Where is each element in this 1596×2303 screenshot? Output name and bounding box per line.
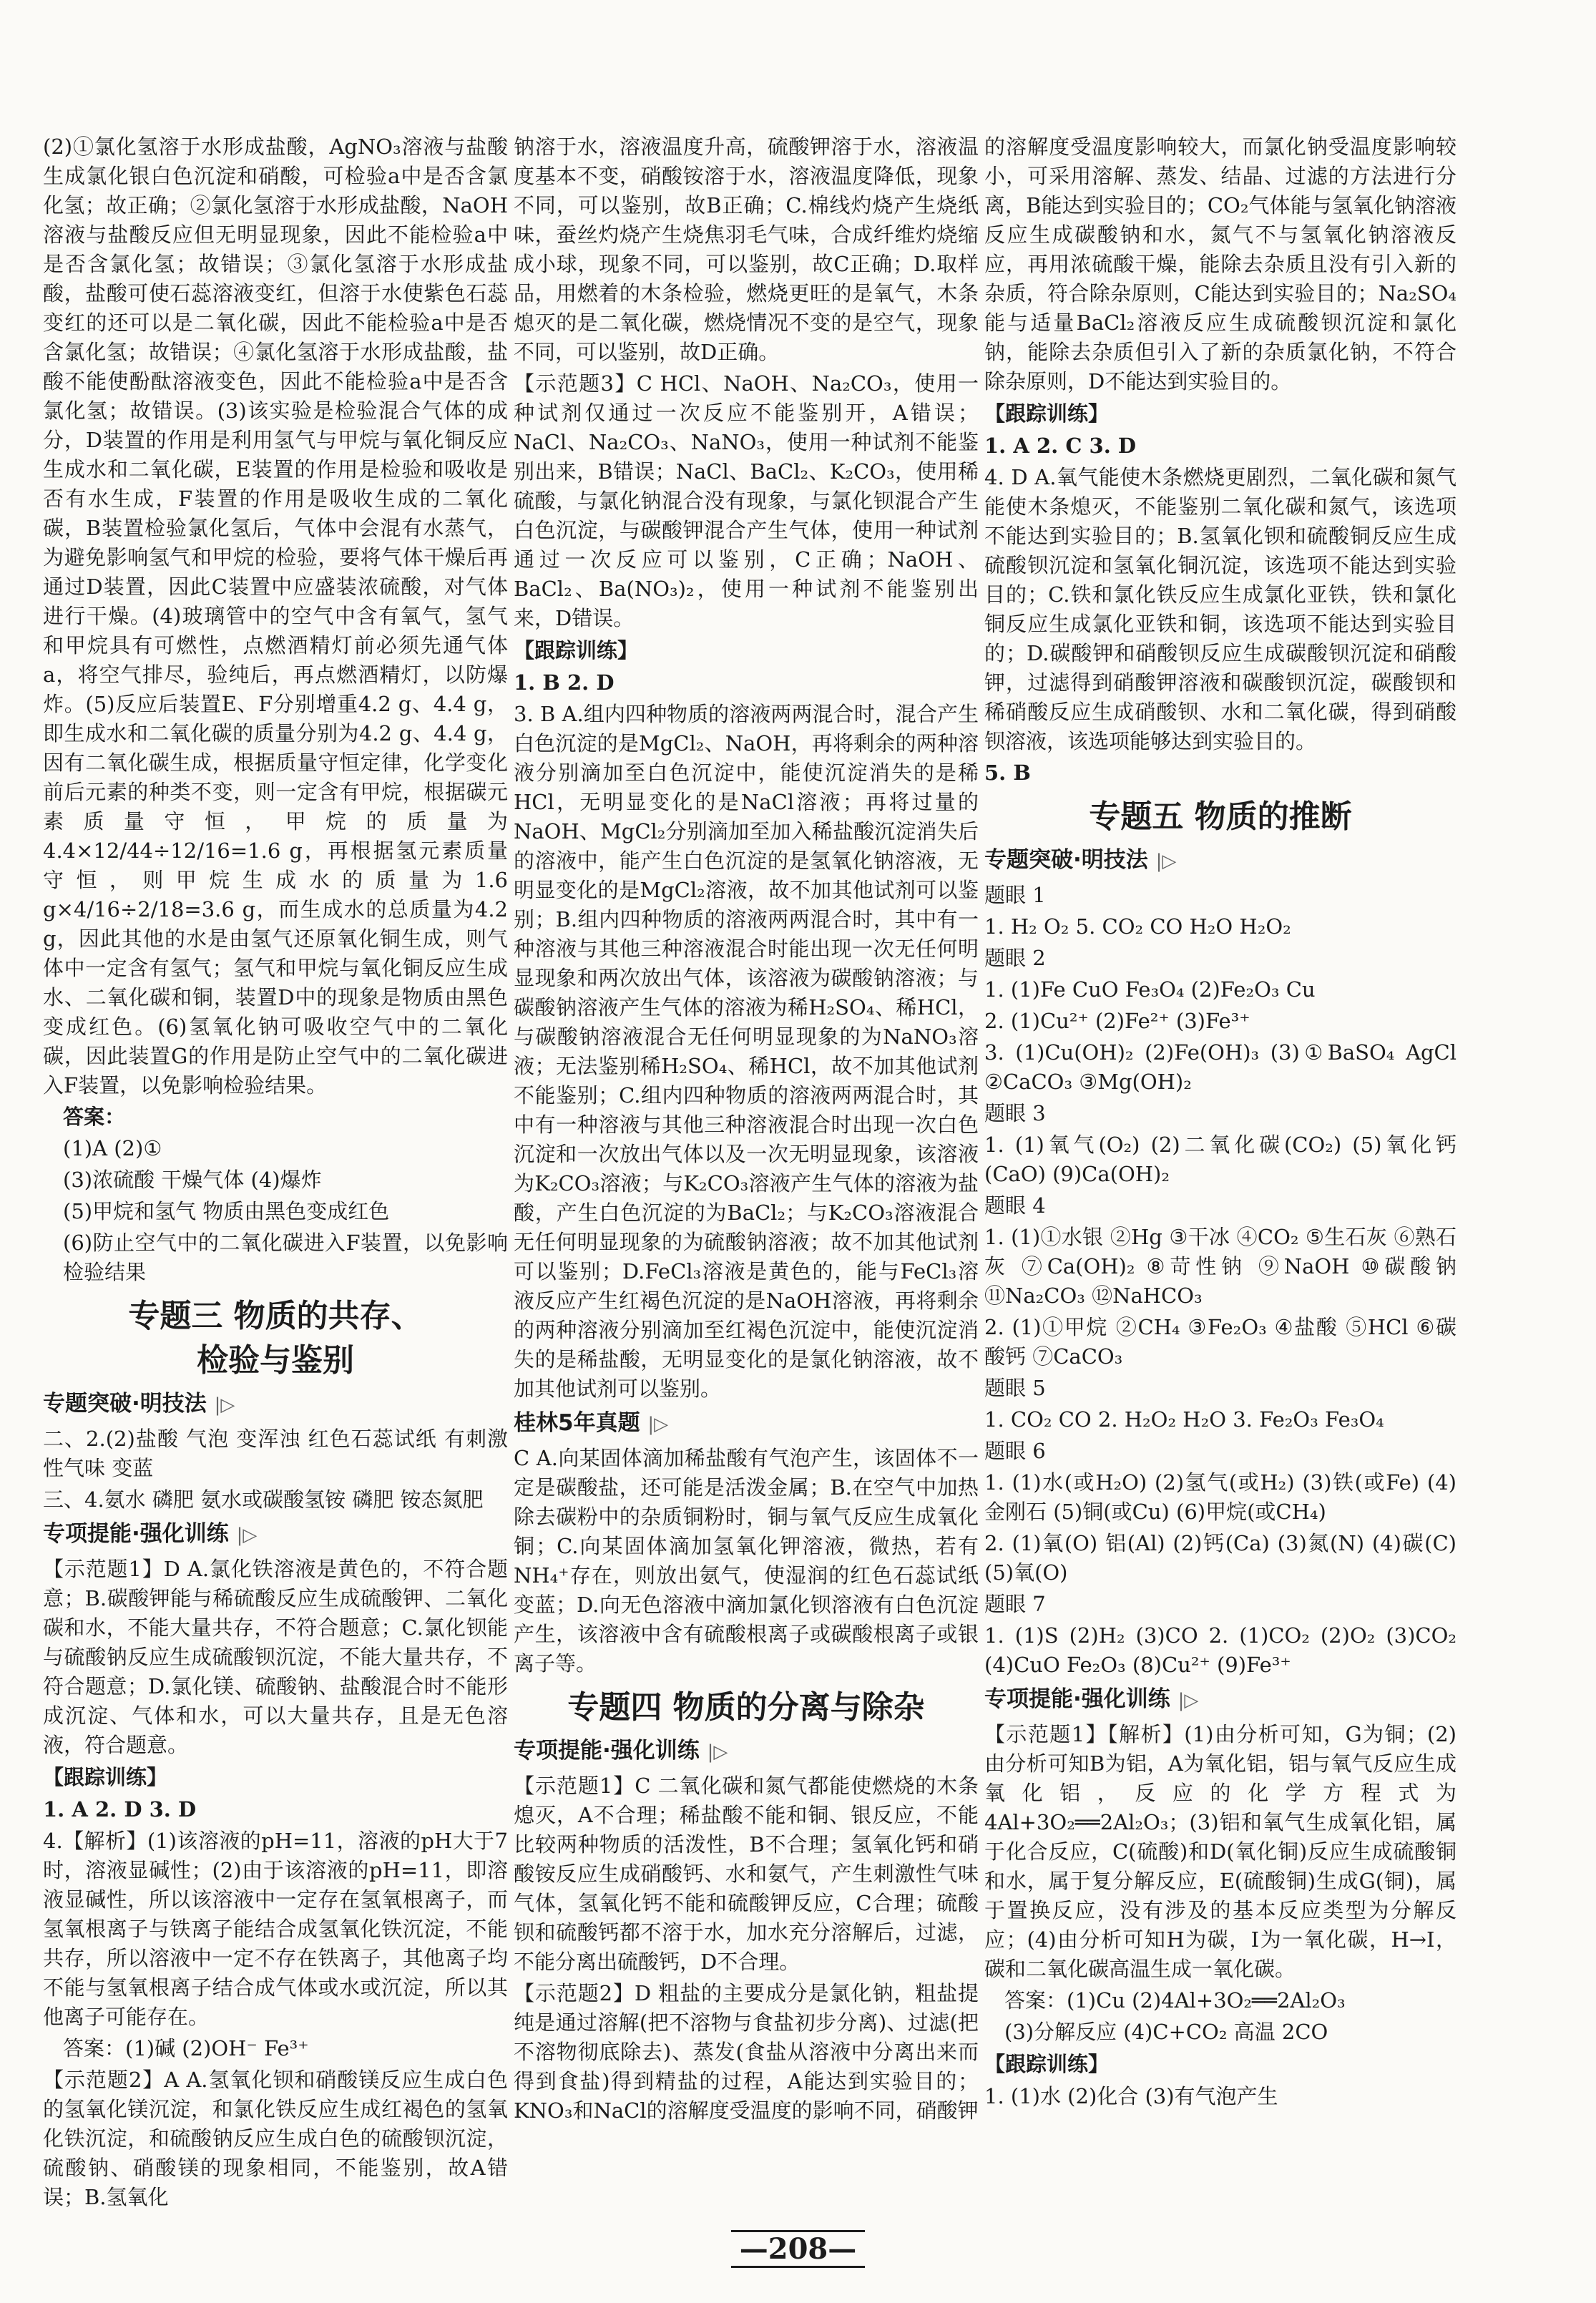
clue-heading: 题眼 6 [984, 1439, 1046, 1463]
clue-heading: 题眼 3 [984, 1101, 1046, 1125]
section-heading: 专项提能·强化训练 |▷ [514, 1738, 728, 1764]
clue-heading: 题眼 2 [984, 946, 1046, 970]
tracking-heading: 【跟踪训练】 [984, 2052, 1110, 2076]
section-heading: 专题突破·明技法 |▷ [43, 1391, 235, 1417]
clue-answer: 2. (1)氧(O) 铝(Al) (2)钙(Ca) (3)氮(N) (4)碳(C) (5)氧(O) [984, 1531, 1457, 1585]
example-1: 【示范题1】D A.氯化铁溶液是黄色的，不符合题意；B.碳酸钾能与稀硫酸反应生成硫酸钾、二氧化碳和水，不能大量共存，不符合题意；C.氯化钡能与硫酸钠反应生成硫酸钡沉淀，不能大量共存，不符合题意；D.氯化镁、硫酸钠、盐酸混合时不能形成沉淀、气体和水，可以大量共存，且是无色溶液，符合题意。 [43, 1557, 508, 1757]
question-4: 4.【解析】(1)该溶液的pH=11，溶液的pH大于7时，溶液显碱性；(2)由于该溶液的pH=11，即溶液显碱性，所以该溶液中一定存在氢氧根离子，而氢氧根离子与铁离子能结合成氢氧化铁沉淀，不能共存，所以溶液中一定不存在铁离子，其他离子均不能与氢氧根离子结合成气体或水或沉淀，所以其他离子可能存在。 [43, 1829, 508, 2029]
tracking-heading: 【跟踪训练】 [43, 1765, 168, 1789]
example-3: 【示范题3】C HCl、NaOH、Na₂CO₃，使用一种试剂仅通过一次反应不能鉴别开，A错误；NaCl、Na₂CO₃、NaNO₃，使用一种试剂不能鉴别出来，B错误；NaCl、BaCl₂、K₂CO₃，使用稀硫酸，与氯化钠混合没有现象，与氯化钡混合产生白色沉淀，与碳酸钾混合产生气体，使用一种试剂通过一次反应可以鉴别，C正确；NaOH、BaCl₂、Ba(NO₃)₂，使用一种试剂不能鉴别出来，D错误。 [514, 371, 979, 630]
topic-4-title: 专题四 物质的分离与除杂 [567, 1689, 925, 1726]
example-1: 【示范题1】C 二氧化碳和氮气都能使燃烧的木条熄灭，A不合理；稀盐酸不能和铜、银反应，不能比较两种物质的活泼性，B不合理；氢氧化钙和硝酸铵反应生成硝酸钙、水和氨气，产生刺激性气味气体，氢氧化钙不能和硫酸钾反应，C合理；硫酸钡和硫酸钙都不溶于水，加水充分溶解后，过滤，不能分离出硫酸钙，D不合理。 [514, 1774, 979, 1974]
tracking-heading: 【跟踪训练】 [984, 401, 1110, 426]
clue-answer: 1. (1)S (2)H₂ (3)CO 2. (1)CO₂ (2)O₂ (3)CO₂ (4)CuO Fe₂O₃ (8)Cu²⁺ (9)Fe³⁺ [984, 1623, 1457, 1677]
clue-heading: 题眼 5 [984, 1376, 1046, 1400]
answer-line: 答案：(1)Cu (2)4Al+3O₂══2Al₂O₃ [1004, 1988, 1346, 2013]
tracking-answers: 1. B 2. D [514, 670, 615, 695]
column-right [984, 132, 1457, 2113]
clue-heading: 题眼 7 [984, 1592, 1046, 1616]
column-left [43, 132, 508, 2214]
page-number: —208— [0, 2232, 1596, 2266]
clue-answer: 1. (1)水(或H₂O) (2)氢气(或H₂) (3)铁(或Fe) (4)金刚石 (5)铜(或Cu) (6)甲烷(或CH₄) [984, 1470, 1457, 1524]
clue-answer: 2. (1)Cu²⁺ (2)Fe²⁺ (3)Fe³⁺ [984, 1009, 1250, 1033]
topic-5-title: 专题五 物质的推断 [1089, 798, 1352, 835]
topic-3-title: 专题三 物质的共存、 检验与鉴别 [128, 1298, 423, 1379]
paragraph: 二、2.(2)盐酸 气泡 变浑浊 红色石蕊试纸 有刺激性气味 变蓝 [43, 1427, 508, 1480]
paragraph: 的溶解度受温度影响较大，而氯化钠受温度影响较小，可采用溶解、蒸发、结晶、过滤的方法进行分离，B能达到实验目的；CO₂气体能与氢氧化钠溶液反应生成碳酸钠和水，氮气不与氢氧化钠溶液反应，再用浓硫酸干燥，能除去杂质且没有引入新的杂质，符合除杂原则，C能达到实验目的；Na₂SO₄能与适量BaCl₂溶液反应生成硫酸钡沉淀和氯化钠，能除去杂质但引入了新的杂质氯化钠，不符合除杂原则，D不能达到实验目的。 [984, 135, 1457, 393]
section-heading: 专题突破·明技法 |▷ [984, 847, 1177, 873]
clue-heading: 题眼 1 [984, 883, 1046, 907]
clue-answer: 2. (1)①甲烷 ②CH₄ ③Fe₂O₃ ④盐酸 ⑤HCl ⑥碳酸钙 ⑦CaCO₃ [984, 1315, 1457, 1369]
tracking-heading: 【跟踪训练】 [514, 638, 639, 662]
question-3: 3. B A.组内四种物质的溶液两两混合时，混合产生白色沉淀的是MgCl₂、NaOH，再将剩余的两种溶液分别滴加至白色沉淀中，能使沉淀消失的是稀HCl，无明显变化的是NaCl溶液；再将过量的NaOH、MgCl₂分别滴加至加入稀盐酸沉淀消失后的溶液中，能产生白色沉淀的是氢氧化钠溶液，无明显变化的是MgCl₂溶液，故不加其他试剂可以鉴别；B.组内四种物质的溶液两两混合时，其中有一种溶液与其他三种溶液混合时能出现一次无任何明显现象和两次放出气体，该溶液为碳酸钠溶液；与碳酸钠溶液产生气体的溶液为稀H₂SO₄、稀HCl，与碳酸钠溶液混合无任何明显现象的为NaNO₃溶液；无法鉴别稀H₂SO₄、稀HCl，故不加其他试剂不能鉴别；C.组内四种物质的溶液两两混合时，其中有一种溶液与其他三种溶液混合时出现一次白色沉淀和一次放出气体以及一次无明显现象，该溶液为K₂CO₃溶液；与K₂CO₃溶液产生气体的溶液为盐酸，产生白色沉淀的为BaCl₂；与K₂CO₃溶液混合无任何明显现象的为硫酸钠溶液；故不加其他试剂可以鉴别；D.FeCl₃溶液是黄色的，能与FeCl₃溶液反应产生红褐色沉淀的是NaOH溶液，再将剩余的两种溶液分别滴加至红褐色沉淀中，能使沉淀消失的是稀盐酸，无明显变化的是氯化钠溶液，故不加其他试剂可以鉴别。 [514, 702, 979, 1401]
section-heading: 桂林5年真题 |▷ [514, 1410, 669, 1436]
answer-line: (6)防止空气中的二氧化碳进入F装置，以免影响检验结果 [63, 1231, 508, 1284]
paragraph: C A.向某固体滴加稀盐酸有气泡产生，该固体不一定是碳酸盐，还可能是活泼金属；B.在空气中加热除去碳粉中的杂质铜粉时，铜与氧气反应生成氧化铜；C.向某固体滴加氢氧化钾溶液，微热，若有NH₄⁺存在，则放出氨气，使湿润的红色石蕊试纸变蓝；D.向无色溶液中滴加氯化钡溶液有白色沉淀产生，该溶液中含有硫酸根离子或碳酸根离子或银离子等。 [514, 1446, 979, 1676]
paragraph: 三、4.氨水 磷肥 氨水或碳酸氢铵 磷肥 铵态氮肥 [43, 1487, 484, 1512]
tracking-answers: 1. A 2. C 3. D [984, 434, 1137, 458]
clue-answer: 3. (1)Cu(OH)₂ (2)Fe(OH)₃ (3)①BaSO₄ AgCl ②CaCO₃ ③Mg(OH)₂ [984, 1040, 1457, 1094]
clue-heading: 题眼 4 [984, 1193, 1046, 1218]
tracking-answers: 1. (1)水 (2)化合 (3)有气泡产生 [984, 2084, 1278, 2108]
example-1: 【示范题1】【解析】(1)由分析可知，G为铜；(2)由分析可知B为铝，A为氧化铝，铝与氧气反应生成氧化铝，反应的化学方程式为4Al+3O₂══2Al₂O₃；(3)铝和氧气生成氧化铝，属于化合反应，C(硫酸)和D(氧化铜)反应生成硫酸铜和水，属于复分解反应，E(硫酸铜)生成G(铜)，属于置换反应，没有涉及的基本反应类型为分解反应；(4)由分析可知H为碳，I为一氧化碳，H→I，碳和二氧化碳高温生成一氧化碳。 [984, 1722, 1457, 1981]
answer-line: (5)甲烷和氢气 物质由黑色变成红色 [63, 1199, 390, 1223]
answer-line: 答案：(1)碱 (2)OH⁻ Fe³⁺ [63, 2036, 309, 2060]
answer-label: 答案： [63, 1105, 126, 1129]
answer-line: (3)分解反应 (4)C+CO₂ 高温 2CO [1004, 2020, 1328, 2044]
clue-answer: 1. CO₂ CO 2. H₂O₂ H₂O 3. Fe₂O₃ Fe₃O₄ [984, 1407, 1384, 1432]
section-heading: 专项提能·强化训练 |▷ [984, 1686, 1199, 1712]
section-heading: 专项提能·强化训练 |▷ [43, 1521, 258, 1547]
question-4: 4. D A.氧气能使木条燃烧更剧烈，二氧化碳和氮气能使木条熄灭，不能鉴别二氧化碳和氮气，该选项不能达到实验目的；B.氢氧化钡和硫酸铜反应生成硫酸钡沉淀和氢氧化铜沉淀，该选项不能达到实验目的；C.铁和氯化铁反应生成氯化亚铁，铁和氯化铜反应生成氯化亚铁和铜，该选项不能达到实验目的；D.碳酸钾和硝酸钡反应生成碳酸钡沉淀和硝酸钾，过滤得到硝酸钾溶液和碳酸钡沉淀，碳酸钡和稀硝酸反应生成硝酸钡、水和二氧化碳，得到硝酸钡溶液，该选项能够达到实验目的。 [984, 465, 1457, 753]
clue-answer: 1. (1)Fe CuO Fe₃O₄ (2)Fe₂O₃ Cu [984, 977, 1316, 1002]
example-2: 【示范题2】A A.氢氧化钡和硝酸镁反应生成白色的氢氧化镁沉淀，和氯化铁反应生成红褐色的氢氧化铁沉淀，和硫酸钠反应生成白色的硫酸钡沉淀，硫酸钠、硝酸镁的现象相同，不能鉴别，故A错误；B.氢氧化 [43, 2068, 508, 2209]
tracking-answers: 1. A 2. D 3. D [43, 1797, 197, 1822]
paragraph: 钠溶于水，溶液温度升高，硫酸钾溶于水，溶液温度基本不变，硝酸铵溶于水，溶液温度降低，现象不同，可以鉴别，故B正确；C.棉线灼烧产生烧纸味，蚕丝灼烧产生烧焦羽毛气味，合成纤维灼烧缩成小球，现象不同，可以鉴别，故C正确；D.取样品，用燃着的木条检验，燃烧更旺的是氧气，木条熄灭的是二氧化碳，燃烧情况不变的是空气，现象不同，可以鉴别，故D正确。 [514, 135, 979, 364]
clue-answer: 1. (1)①水银 ②Hg ③干冰 ④CO₂ ⑤生石灰 ⑥熟石灰 ⑦Ca(OH)₂ ⑧苛性钠 ⑨NaOH ⑩碳酸钠 ⑪Na₂CO₃ ⑫NaHCO₃ [984, 1225, 1457, 1308]
question-5: 5. B [984, 761, 1031, 785]
answer-line: (3)浓硫酸 干燥气体 (4)爆炸 [63, 1168, 322, 1192]
paragraph: (2)①氯化氢溶于水形成盐酸，AgNO₃溶液与盐酸生成氯化银白色沉淀和硝酸，可检验a中是否含氯化氢；故正确；②氯化氢溶于水形成盐酸，NaOH溶液与盐酸反应但无明显现象，因此不能检验a中是否含氯化氢；故错误；③氯化氢溶于水形成盐酸，盐酸可使石蕊溶液变红，但溶于水使紫色石蕊变红的还可以是二氧化碳，因此不能检验a中是否含氯化氢；故错误；④氯化氢溶于水形成盐酸，盐酸不能使酚酞溶液变色，因此不能检验a中是否含氯化氢；故错误。(3)该实验是检验混合气体的成分，D装置的作用是利用氢气与甲烷与氧化铜反应生成水和二氧化碳，E装置的作用是检验和吸收是否有水生成，F装置的作用是吸收生成的二氧化碳，B装置检验氯化氢后，气体中会混有水蒸气，为避免影响氢气和甲烷的检验，要将气体干燥后再通过D装置，因此C装置中应盛装浓硫酸，对气体进行干燥。(4)玻璃管中的空气中含有氧气，氢气和甲烷具有可燃性，点燃酒精灯前必须先通气体a，将空气排尽，验纯后，再点燃酒精灯，以防爆炸。(5)反应后装置E、F分别增重4.2 g、4.4 g，即生成水和二氧化碳的质量分别为4.2 g、4.4 g，因有二氧化碳生成，根据质量守恒定律，化学变化前后元素的种类不变，则一定含有甲烷，根据碳元素质量守恒，甲烷的质量为4.4×12/44÷12/16=1.6 g，再根据氢元素质量守恒，则甲烷生成水的质量为1.6 g×4/16÷2/18=3.6 g，而生成水的总质量为4.2 g，因此其他的水是由氢气还原氧化铜生成，则气体中一定含有氢气；氢气和甲烷与氧化铜反应生成水、二氧化碳和铜，装置D中的现象是物质由黑色变成红色。(6)氢氧化钠可吸收空气中的二氧化碳，因此装置G的作用是防止空气中的二氧化碳进入F装置，以免影响检验结果。 [43, 135, 508, 1097]
column-middle [514, 132, 979, 2128]
clue-answer: 1. H₂ O₂ 5. CO₂ CO H₂O H₂O₂ [984, 914, 1291, 939]
clue-answer: 1. (1)氧气(O₂) (2)二氧化碳(CO₂) (5)氧化钙(CaO) (9)Ca(OH)₂ [984, 1133, 1457, 1186]
answer-line: (1)A (2)① [63, 1136, 162, 1160]
example-2: 【示范题2】D 粗盐的主要成分是氯化钠，粗盐提纯是通过溶解(把不溶物与食盐初步分离)、过滤(把不溶物彻底除去)、蒸发(食盐从溶液中分离出来而得到食盐)得到精盐的过程，A能达到实验目的；KNO₃和NaCl的溶解度受温度的影响不同，硝酸钾 [514, 1981, 979, 2123]
